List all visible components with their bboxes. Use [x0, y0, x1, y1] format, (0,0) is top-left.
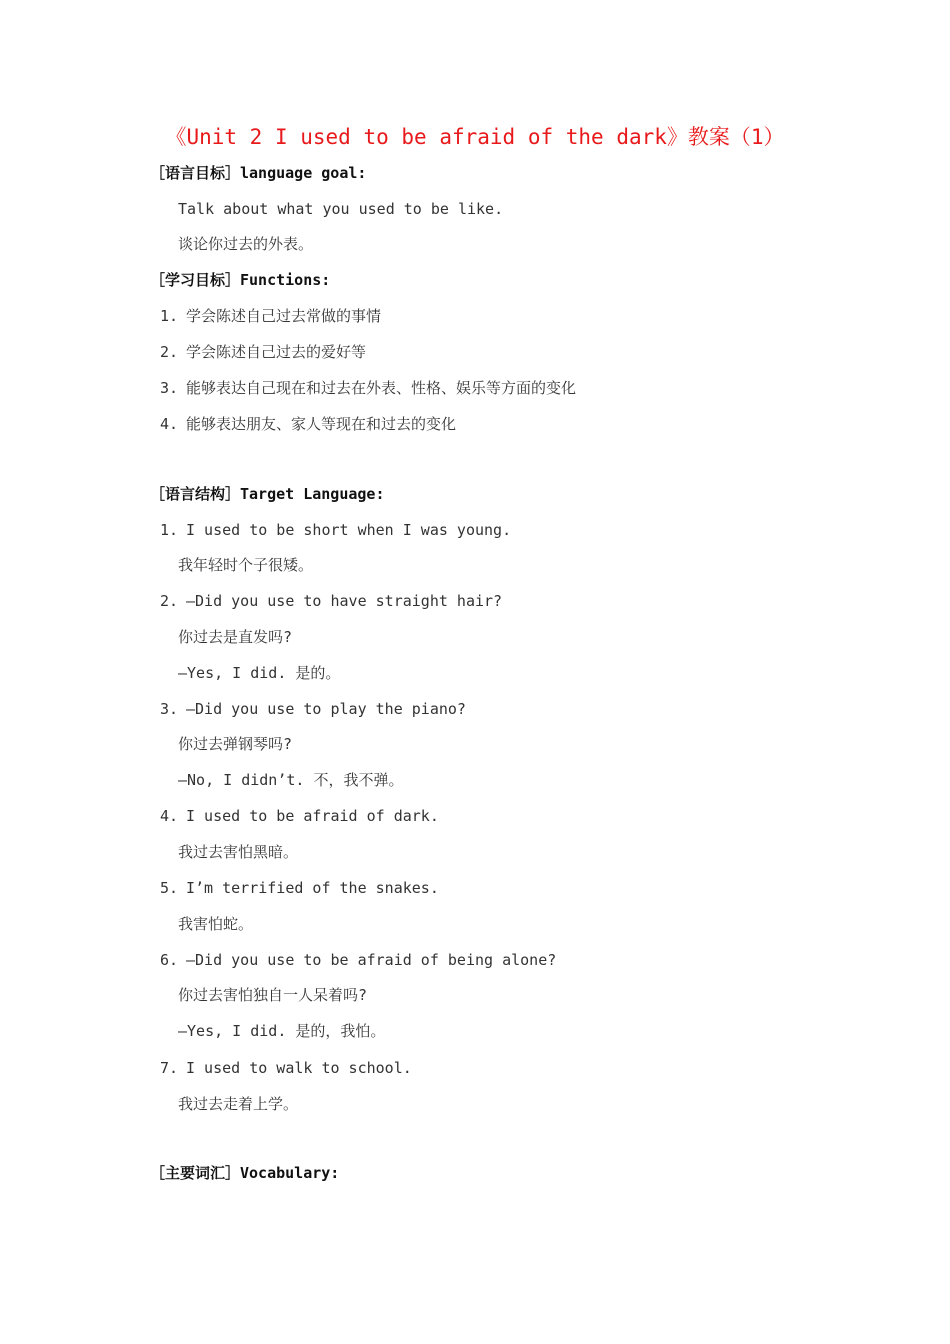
function-item [160, 341, 366, 363]
list-number: 6. [160, 951, 179, 969]
list-item-text: I used to be short when I was young. [186, 521, 512, 539]
goal-line-english: Talk about what you used to be like. [178, 200, 504, 218]
list-number: 2. [160, 592, 179, 610]
target-item [160, 1057, 412, 1079]
list-number: 7. [160, 1059, 179, 1077]
section-heading-vocabulary: ［主要词汇］Vocabulary: [150, 1164, 340, 1182]
response-line: —No, I didn’t. 不，我不弹。 [178, 771, 404, 789]
translation-line: 你过去是直发吗? [178, 628, 293, 646]
list-number: 1. [160, 307, 179, 325]
function-item [160, 377, 576, 399]
list-number: 3. [160, 700, 179, 718]
list-item-text: I used to walk to school. [186, 1059, 412, 1077]
list-item-text: —Did you use to play the piano? [186, 700, 466, 718]
list-number: 4. [160, 415, 179, 433]
translation-line: 我年轻时个子很矮。 [178, 556, 314, 574]
function-item [160, 305, 381, 327]
list-item-text: —Did you use to have straight hair? [186, 592, 503, 610]
translation-line: 我过去走着上学。 [178, 1095, 299, 1113]
function-item [160, 413, 456, 435]
list-number: 4. [160, 807, 179, 825]
goal-line-chinese: 谈论你过去的外表。 [178, 235, 314, 253]
list-item-text: I used to be afraid of dark. [186, 807, 439, 825]
document-title: 《Unit 2 I used to be afraid of the dark》教案（1） [165, 125, 785, 149]
target-item [160, 949, 556, 971]
target-item [160, 590, 502, 612]
list-item-text: 能够表达自己现在和过去在外表、性格、娱乐等方面的变化 [186, 379, 577, 397]
list-item-text: I’m terrified of the snakes. [186, 879, 439, 897]
translation-line: 你过去害怕独自一人呆着吗? [178, 986, 368, 1004]
target-item [160, 519, 511, 541]
translation-line: 你过去弹钢琴吗? [178, 735, 293, 753]
section-heading-functions: ［学习目标］Functions: [150, 271, 331, 289]
response-line: —Yes, I did. 是的。 [178, 664, 341, 682]
list-number: 5. [160, 879, 179, 897]
list-item-text: 学会陈述自己过去的爱好等 [186, 343, 367, 361]
list-number: 2. [160, 343, 179, 361]
target-item [160, 805, 439, 827]
translation-line: 我害怕蛇。 [178, 915, 254, 933]
list-number: 3. [160, 379, 179, 397]
list-number: 1. [160, 521, 179, 539]
list-item-text: 学会陈述自己过去常做的事情 [186, 307, 382, 325]
response-line: —Yes, I did. 是的，我怕。 [178, 1022, 386, 1040]
list-item-text: —Did you use to be afraid of being alone? [186, 951, 557, 969]
section-heading-target-language: ［语言结构］Target Language: [150, 485, 385, 503]
target-item [160, 877, 439, 899]
section-heading-language-goal: ［语言目标］language goal: [150, 164, 367, 182]
target-item [160, 698, 466, 720]
translation-line: 我过去害怕黑暗。 [178, 843, 299, 861]
list-item-text: 能够表达朋友、家人等现在和过去的变化 [186, 415, 457, 433]
